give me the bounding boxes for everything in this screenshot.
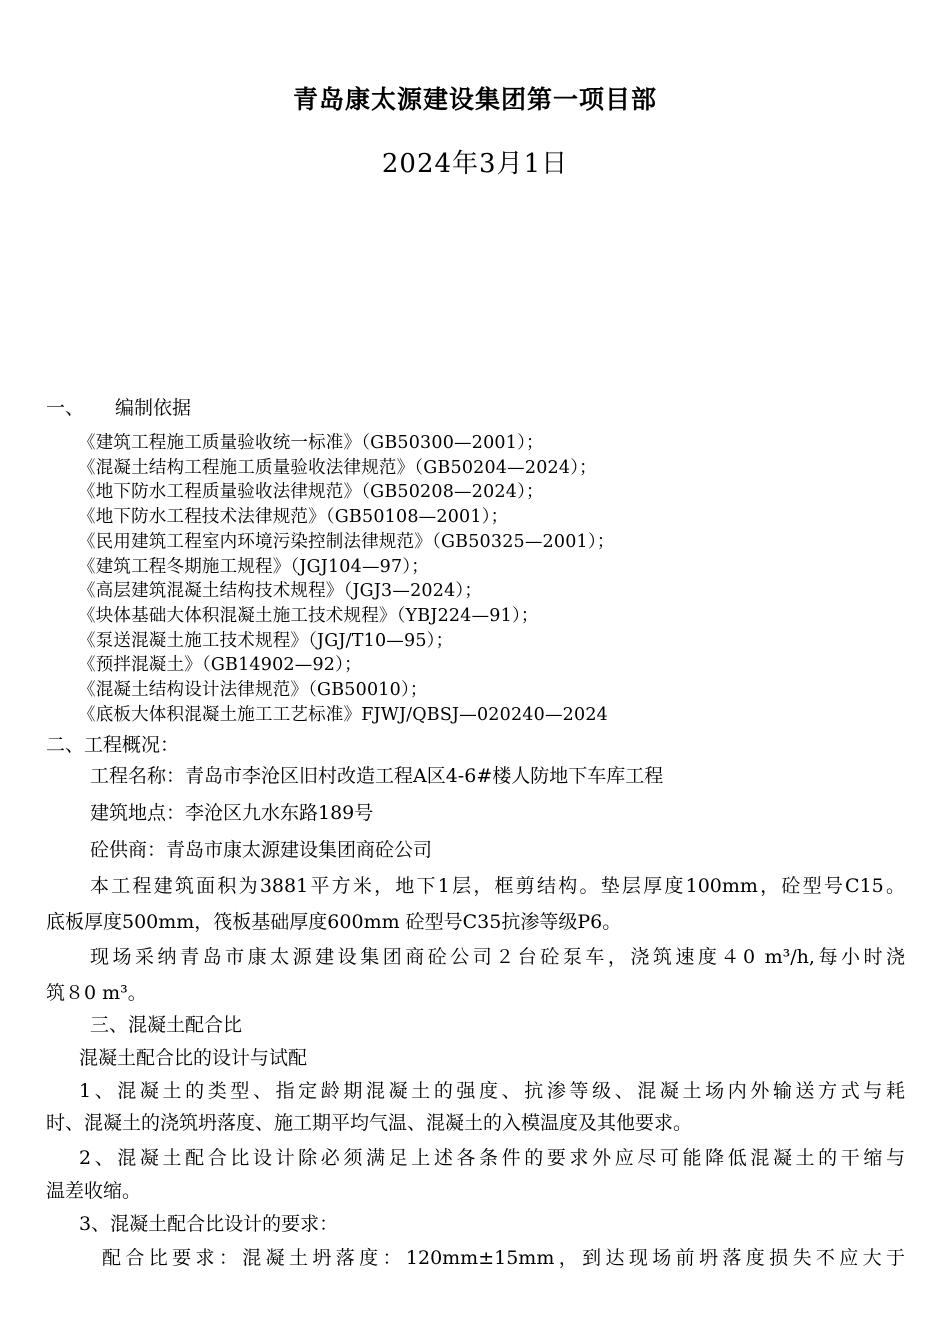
reference-item: 《底板大体积混凝土施工工艺标准》FJWJ/QBSJ—020240—2024 <box>78 704 609 725</box>
reference-item: 《地下防水工程技术法律规范》（GB50108—2001）； <box>78 507 509 528</box>
mix-item3: 3、混凝土配合比设计的要求： <box>79 1213 339 1235</box>
mix-item3-detail: 配合比要求：混凝土坍落度：120mm±15mm，到达现场前坍落度损失不应大于 <box>102 1247 905 1269</box>
mix-item2-line1: 2、混凝土配合比设计除必须满足上述各条件的要求外应尽可能降低混凝土的干缩与 <box>79 1147 905 1169</box>
reference-item: 《块体基础大体积混凝土施工技术规程》（YBJ224—91）； <box>78 605 539 626</box>
overview-para1-line1: 本工程建筑面积为3881平方米，地下1层，框剪结构。垫层厚度100mm，砼型号C15。 <box>90 875 905 897</box>
section1-number: 一、 <box>46 397 85 419</box>
section3-heading: 三、混凝土配合比 <box>90 1014 243 1036</box>
mix-item2-line2: 温差收缩。 <box>46 1180 142 1202</box>
document-date: 2024年3月1日 <box>381 149 569 179</box>
overview-para2-line2: 筑８0 m³。 <box>46 982 147 1004</box>
concrete-supplier: 砼供商：青岛市康太源建设集团商砼公司 <box>90 839 433 861</box>
reference-item: 《民用建筑工程室内环境污染控制法律规范》（GB50325—2001）； <box>78 531 615 552</box>
overview-para1-line2: 底板厚度500mm，筏板基础厚度600mm 砼型号C35抗渗等级P6。 <box>46 911 622 933</box>
reference-item: 《泵送混凝土施工技术规程》（JGJ/T10—95）； <box>78 630 454 651</box>
project-name: 工程名称：青岛市李沧区旧村改造工程A区4-6#楼人防地下车库工程 <box>90 765 664 787</box>
mix-item1-line2: 时、混凝土的浇筑坍落度、施工期平均气温、混凝土的入模温度及其他要求。 <box>46 1112 693 1134</box>
mix-item1-line1: 1、混凝土的类型、指定龄期混凝土的强度、抗渗等级、混凝土场内外输送方式与耗 <box>79 1080 905 1102</box>
reference-item: 《预拌混凝土》（GB14902—92）； <box>78 655 362 676</box>
section3-subheading: 混凝土配合比的设计与试配 <box>79 1047 308 1069</box>
reference-item: 《高层建筑混凝土结构技术规程》（JGJ3—2024）； <box>78 581 483 602</box>
reference-item: 《地下防水工程质量验收法律规范》（GB50208—2024）； <box>78 482 544 503</box>
reference-item: 《混凝土结构设计法律规范》（GB50010）； <box>78 680 428 700</box>
reference-item: 《建筑工程施工质量验收统一标准》（GB50300—2001）； <box>78 433 544 453</box>
reference-item: 《建筑工程冬期施工规程》（JGJ104—97）； <box>78 556 429 577</box>
project-location: 建筑地点：李沧区九水东路189号 <box>90 802 374 824</box>
section1-title: 编制依据 <box>115 397 192 419</box>
section2-heading: 二、工程概况： <box>46 734 180 756</box>
document-title: 青岛康太源建设集团第一项目部 <box>292 85 657 114</box>
reference-item: 《混凝土结构工程施工质量验收法律规范》（GB50204—2024）； <box>78 457 597 478</box>
overview-para2-line1: 现场采纳青岛市康太源建设集团商砼公司２台砼泵车，浇筑速度４0 m³/h,每小时浇 <box>90 946 905 968</box>
